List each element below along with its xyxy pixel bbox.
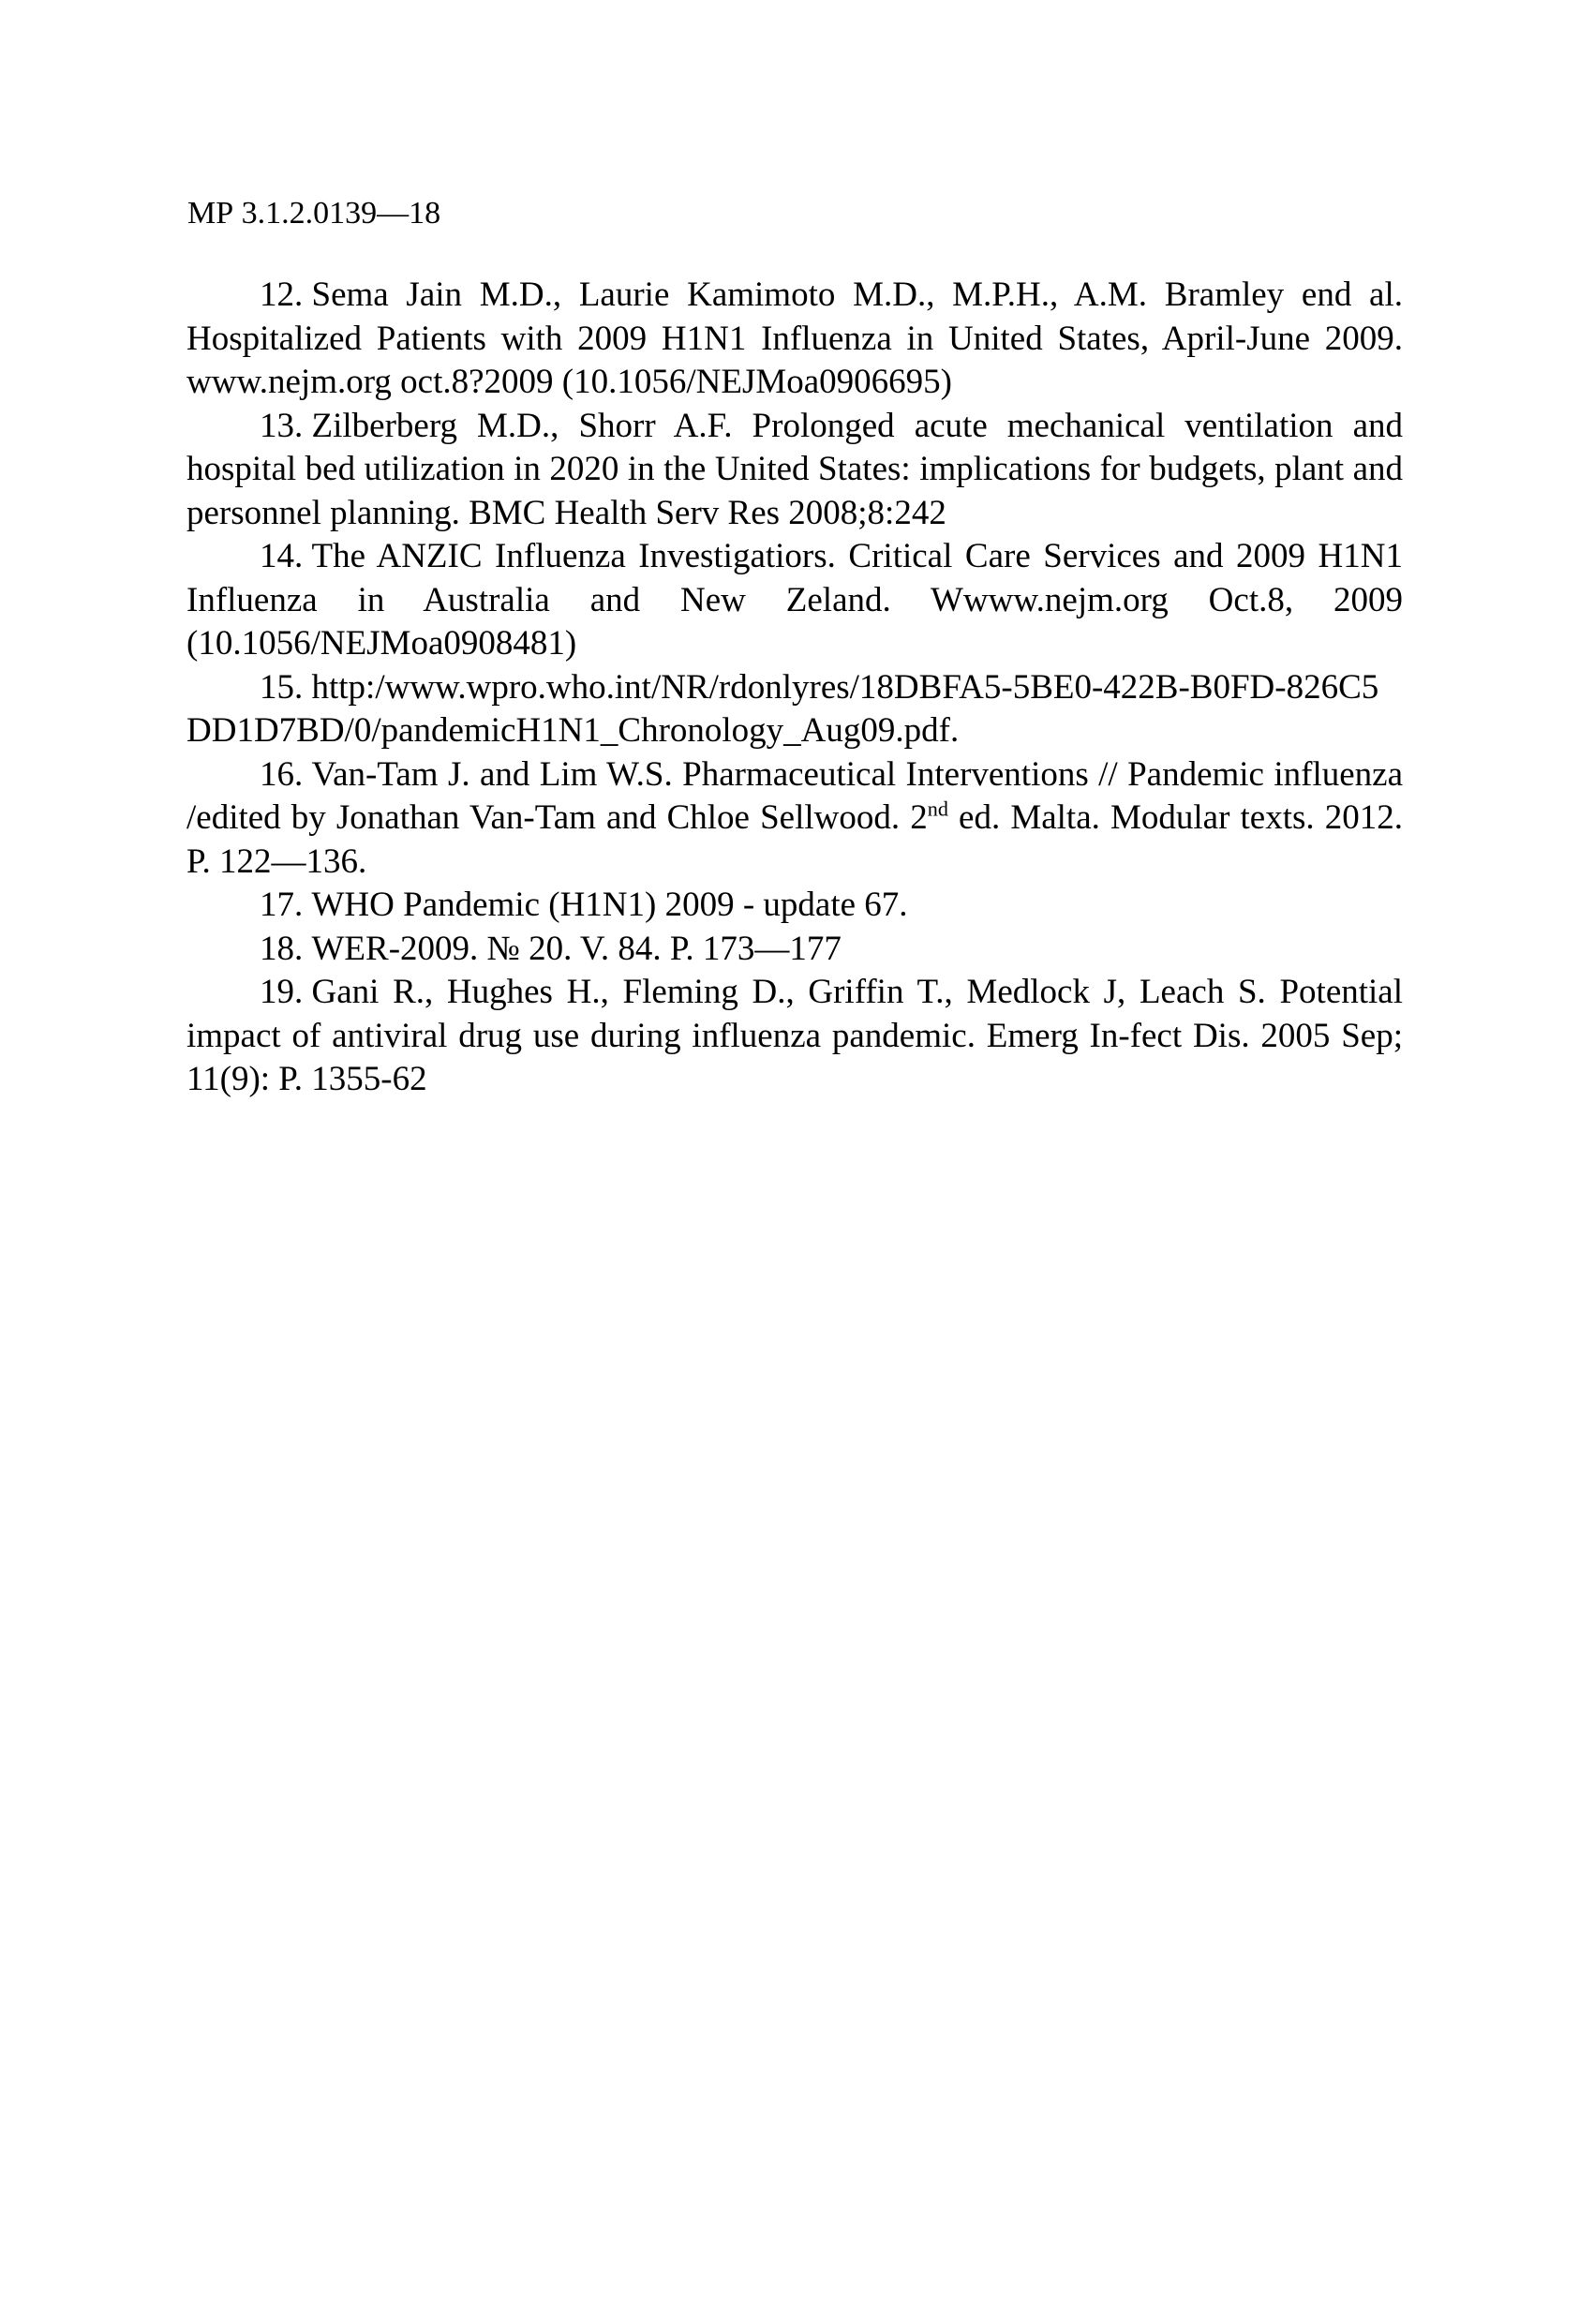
- reference-number: 19.: [260, 973, 304, 1011]
- reference-text-after: ed. Malta. Modular texts. 2012. P. 122—136.: [186, 798, 1403, 881]
- reference-text: Zilberberg M.D., Shorr A.F. Prolonged acute mechanical ventilation and hospital bed utilization in 2020 in the United States: implications for budgets, plant and personnel planning. BMC Health Serv Res 2008;8:242: [186, 406, 1403, 532]
- reference-superscript: nd: [927, 797, 948, 821]
- reference-item-19: [186, 971, 1403, 1102]
- reference-text: Sema Jain M.D., Laurie Kamimoto M.D., M.P.H., A.M. Bramley end al. Hospitalized Patients with 2009 H1N1 Influenza in United States, April-June 2009. www.nejm.org oct.8?2009 (10.1056/NEJMoa0906695): [186, 276, 1403, 401]
- reference-number: 16.: [260, 754, 304, 794]
- reference-number: 14.: [260, 537, 304, 575]
- reference-link-text: http:/www.wpro.who.int/NR/rdonlyres/18DBFA5-5BE0-422B-B0FD-826C5DD1D7BD/0/pandemicH1N1_Chronology_Aug09.pdf.: [186, 667, 1379, 750]
- reference-number: 15.: [260, 667, 304, 707]
- reference-item-12: [186, 274, 1403, 405]
- reference-item-13: [186, 405, 1403, 536]
- reference-item-17: [186, 884, 1403, 928]
- reference-number: 18.: [260, 929, 304, 968]
- reference-number: 17.: [260, 886, 304, 924]
- reference-item-16: [186, 753, 1403, 885]
- reference-text: Gani R., Hughes H., Fleming D., Griffin T., Medlock J, Leach S. Potential impact of antiviral drug use during influenza pandemic. Emerg In-fect Dis. 2005 Sep; 11(9): P. 1355-62: [186, 973, 1403, 1098]
- document-code-header: МР 3.1.2.0139—18: [187, 196, 441, 231]
- reference-item-18: [186, 928, 1403, 972]
- reference-text: The ANZIC Influenza Investigatiors. Critical Care Services and 2009 H1N1 Influenza in Australia and New Zeland. Wwww.nejm.org Oct.8, 2009 (10.1056/NEJMoa0908481): [186, 537, 1403, 663]
- reference-item-15: [186, 666, 1403, 753]
- reference-number: 13.: [260, 406, 304, 445]
- reference-list: [186, 274, 1403, 1102]
- reference-text-before: Van-Tam J. and Lim W.S. Pharmaceutical Interventions // Pandemic influenza /edited by Jonathan Van-Tam and Chloe Sellwood. 2: [186, 754, 1403, 837]
- reference-number: 12.: [260, 276, 304, 314]
- reference-item-14: [186, 535, 1403, 666]
- reference-text: WHO Pandemic (H1N1) 2009 - update 67.: [311, 886, 908, 924]
- reference-text: WER-2009. № 20. V. 84. P. 173—177: [311, 929, 842, 968]
